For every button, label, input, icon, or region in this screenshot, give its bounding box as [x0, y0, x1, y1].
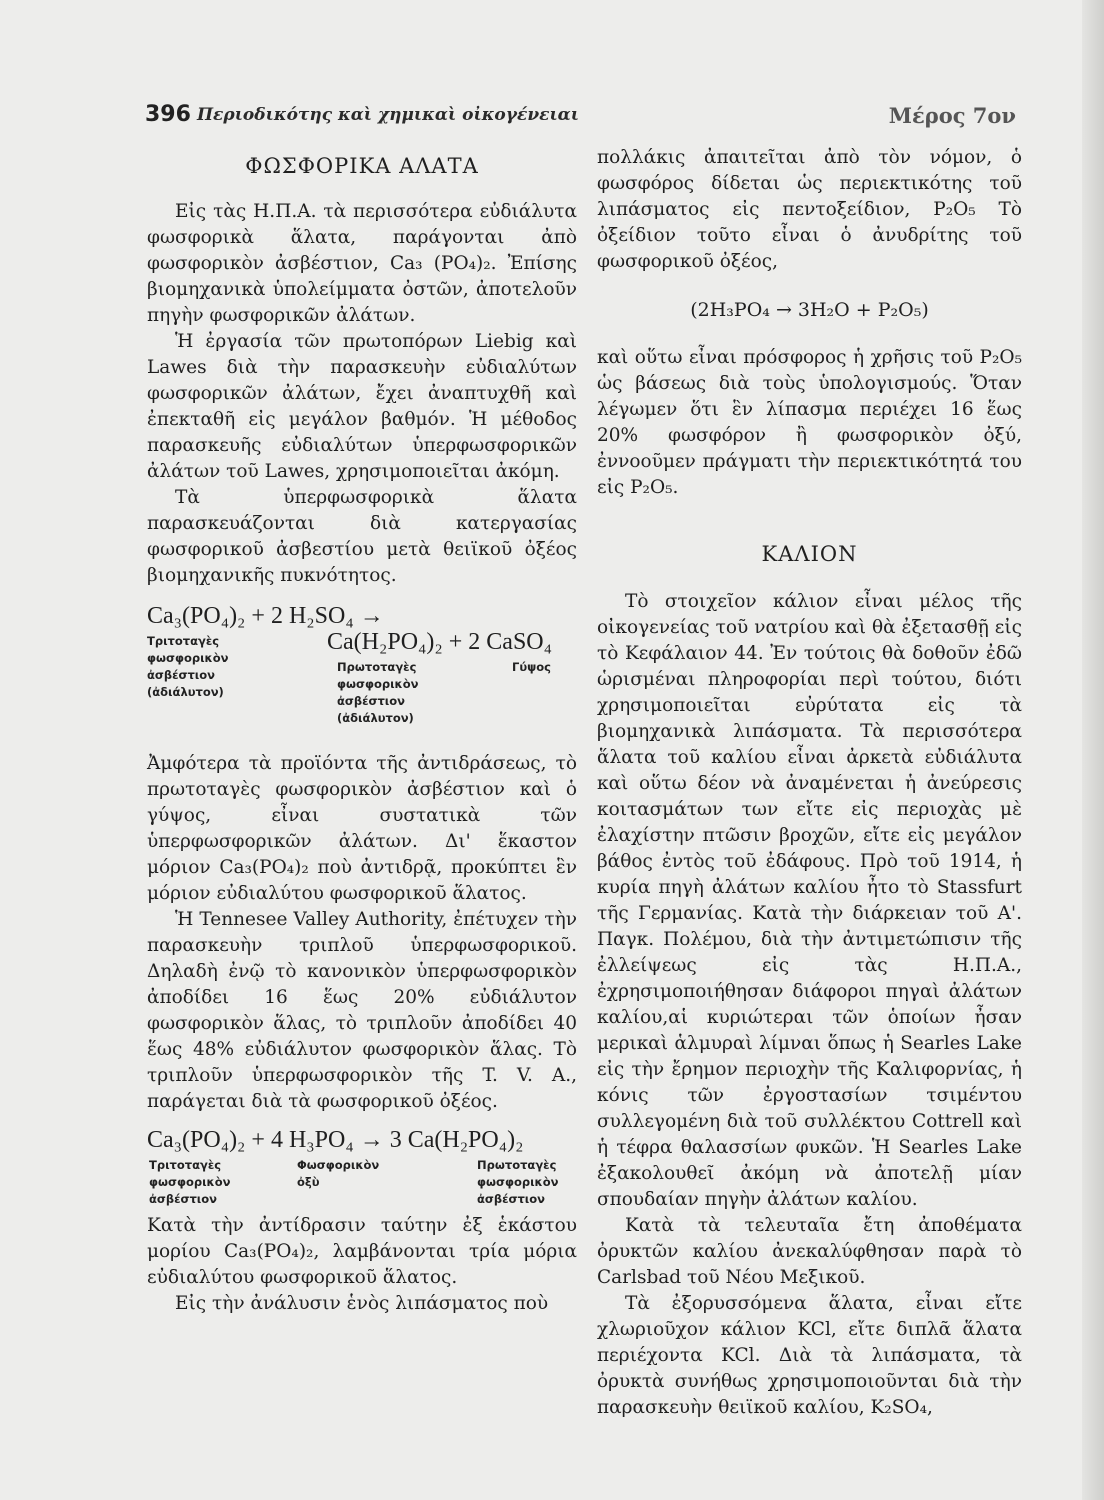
equation-label: Τριτοταγὲς φωσφορικὸν ἀσβέστιον (ἀδιάλυτον) — [147, 634, 229, 699]
equation-label: Πρωτοταγὲς φωσφορικὸν ἀσβέστιον — [477, 1158, 559, 1206]
running-head: Περιοδικότης καὶ χημικαὶ οἰκογένειαι — [197, 105, 579, 125]
chemical-equation-1 — [147, 603, 577, 743]
section-heading-phosphates: ΦΩΣΦΟΡΙΚΑ ΑΛΑΤΑ — [245, 154, 479, 178]
equation-p2o5: (2H₃PO₄ → 3H₂O + P₂O₅) — [690, 299, 929, 321]
paragraph: Κατὰ τὰ τελευταῖα ἔτη ἀποθέματα ὀρυκτῶν καλίου ἀνεκαλύφθησαν παρὰ τὸ Carlsbad τοῦ Νέου Μεξικοῦ. — [597, 1215, 1022, 1288]
paragraph: Τὰ ἐξορυσσόμενα ἅλατα, εἶναι εἴτε χλωριοῦχον κάλιον KCl, εἴτε διπλᾶ ἅλατα περιέχοντα KCl. Διὰ τὰ λιπάσματα, τὰ ὀρυκτὰ συνήθως χρησιμοποιοῦνται διὰ τὴν παρασκευὴν θειϊκοῦ καλίου, K₂SO₄, — [597, 1293, 1022, 1418]
paragraph: καὶ οὕτω εἶναι πρόσφορος ἡ χρῆσις τοῦ P₂O₅ ὡς βάσεως διὰ τοὺς ὑπολογισμούς. Ὅταν λέγωμεν ὅτι ἓν λίπασμα περιέχει 16 ἕως 20% φωσφόρον ἢ φωσφορικὸν ὀξύ, ἐννοοῦμεν πράγματι τὴν περιεκτικότητά του εἰς P₂O₅. — [597, 347, 1022, 498]
equation-line: Ca₃(PO₄)₂ + 2 H₂SO₄ → — [147, 603, 384, 629]
paragraph: Ἀμφότερα τὰ προϊόντα τῆς ἀντιδράσεως, τὸ πρωτοταγὲς φωσφορικὸν ἀσβέστιον καὶ ὁ γύψος, εἶναι συστατικὰ τῶν ὑπερφωσφορικῶν ἀλάτων. Δι' ἕκαστον μόριον Ca₃(PO₄)₂ ποὺ ἀντιδρᾷ, προκύπτει ἓν μόριον εὐδιαλύτου φωσφορικοῦ ἅλατος. — [147, 753, 577, 904]
section-heading-potassium: ΚΑΛΙΟΝ — [761, 542, 858, 566]
page-header — [145, 100, 1020, 134]
equation-line: Ca₃(PO₄)₂ + 4 H₃PO₄ → 3 Ca(H₂PO₄)₂ — [147, 1127, 524, 1153]
paragraph: Εἰς τὴν ἀνάλυσιν ἑνὸς λιπάσματος ποὺ — [175, 1293, 549, 1314]
paragraph: πολλάκις ἀπαιτεῖται ἀπὸ τὸν νόμον, ὁ φωσφόρος δίδεται ὡς περιεκτικότης τοῦ λιπάσματος εἰς πεντοξείδιον, P₂O₅ Τὸ ὀξείδιον τοῦτο εἶναι ὁ ἀνυδρίτης τοῦ φωσφορικοῦ ὀξέος, — [597, 147, 1022, 272]
paragraph: Κατὰ τὴν ἀντίδρασιν ταύτην ἐξ ἑκάστου μορίου Ca₃(PO₄)₂, λαμβάνονται τρία μόρια εὐδιαλύτου φωσφορικοῦ ἅλατος. — [147, 1215, 577, 1288]
equation-label: Πρωτοταγὲς φωσφορικὸν ἀσβέστιον (ἀδιάλυτον) — [337, 660, 419, 725]
right-column — [597, 145, 1022, 1421]
page-edge-shadow — [1082, 0, 1104, 1500]
equation-label: Φωσφορικὸν ὀξὺ — [297, 1158, 380, 1189]
part-label: Μέρος 7ον — [888, 103, 1016, 128]
equation-label: Τριτοταγὲς φωσφορικὸν ἀσβέστιον — [149, 1158, 231, 1206]
chemical-equation-2 — [147, 1127, 577, 1207]
paragraph: Ἡ Tennesee Valley Authority, ἐπέτυχεν τὴν παρασκευὴν τριπλοῦ ὑπερφωσφορικοῦ. Δηλαδὴ ἐνῷ τὸ κανονικὸν ὑπερφωσφορικὸν ἀποδίδει 16 ἕως 20% εὐδιάλυτον φωσφορικὸν ἅλας, τὸ τριπλοῦν ἀποδίδει 40 ἕως 48% εὐδιάλυτον φωσφορικὸν ἅλας. Τὸ τριπλοῦν ὑπερφωσφορικὸν τῆς T. V. A., παράγεται διὰ τὰ φωσφορικοῦ ὀξέος. — [147, 909, 577, 1112]
paragraph: Ἡ ἐργασία τῶν πρωτοπόρων Liebig καὶ Lawes διὰ τὴν παρασκευὴν εὐδιαλύτων φωσφορικῶν ἀλάτων, ἔχει ἀναπτυχθῆ καὶ ἐπεκταθῆ εἰς μεγάλον βαθμόν. Ἡ μέθοδος παρασκευῆς εὐδιαλύτων ὑπερφωσφορικῶν ἀλάτων τοῦ Lawes, χρησιμοποιεῖται ἀκόμη. — [147, 331, 577, 482]
left-column — [147, 145, 577, 1317]
paragraph: Τὰ ὑπερφωσφορικὰ ἅλατα παρασκευάζονται διὰ κατεργασίας φωσφορικοῦ ἀσβεστίου μετὰ θειϊκοῦ ὀξέος βιομηχανικῆς πυκνότητος. — [147, 487, 577, 586]
paragraph: Τὸ στοιχεῖον κάλιον εἶναι μέλος τῆς οἰκογενείας τοῦ νατρίου καὶ θὰ ἐξετασθῇ εἰς τὸ Κεφάλαιον 44. Ἐν τούτοις θὰ δοθοῦν ἐδῶ ὡρισμέναι πληροφορίαι περὶ τούτου, διότι χρησιμοποιεῖται εὐρύτατα εἰς τὰ βιομηχανικὰ λιπάσματα. Τὰ περισσότερα ἅλατα τοῦ καλίου εἶναι ἀρκετὰ εὐδιάλυτα καὶ οὕτω δέον νὰ ἀναμένεται ἡ ἀνεύρεσις κοιτασμάτων των εἴτε εἰς περιοχὰς μὲ ἐλαχίστην πτῶσιν βροχῶν, εἴτε εἰς μεγάλον βάθος ἐντὸς τοῦ ἐδάφους. Πρὸ τοῦ 1914, ἡ κυρία πηγὴ ἀλάτων καλίου ἦτο τὸ Stassfurt τῆς Γερμανίας. Κατὰ τὴν διάρκειαν τοῦ Α'. Παγκ. Πολέμου, διὰ τὴν ἀντιμετώπισιν τῆς ἐλλείψεως εἰς τὰς Η.Π.Α., ἐχρησιμοποιήθησαν διάφοροι πηγαὶ ἀλάτων καλίου,αἱ κυριώτεραι τῶν ὁποίων ἦσαν μερικαὶ ἁλμυραὶ λίμναι ὅπως ἡ Searles Lake εἰς τὴν ἔρημον περιοχὴν τῆς Καλιφορνίας, ἡ κόνις τῶν ἐργοστασίων τσιμέντου συλλεγομένη διὰ τοῦ συλλέκτου Cottrell καὶ ἡ τέφρα θαλασσίων φυκῶν. Ἡ Searles Lake ἐξακολουθεῖ ἀκόμη νὰ ἀποτελῇ μίαν σπουδαίαν πηγὴν ἀλάτων καλίου. — [597, 591, 1022, 1210]
equation-label: Γύψος — [512, 660, 551, 674]
paragraph: Εἰς τὰς Η.Π.Α. τὰ περισσότερα εὐδιάλυτα φωσφορικὰ ἅλατα, παράγονται ἀπὸ φωσφορικὸν ἀσβέστιον, Ca₃ (PO₄)₂. Ἐπίσης βιομηχανικὰ ὑπολείμματα ὀστῶν, ἀποτελοῦν πηγὴν φωσφορικῶν ἀλάτων. — [147, 201, 577, 326]
page-number: 396 — [145, 102, 191, 127]
equation-line: Ca(H₂PO₄)₂ + 2 CaSO₄ — [327, 629, 552, 655]
